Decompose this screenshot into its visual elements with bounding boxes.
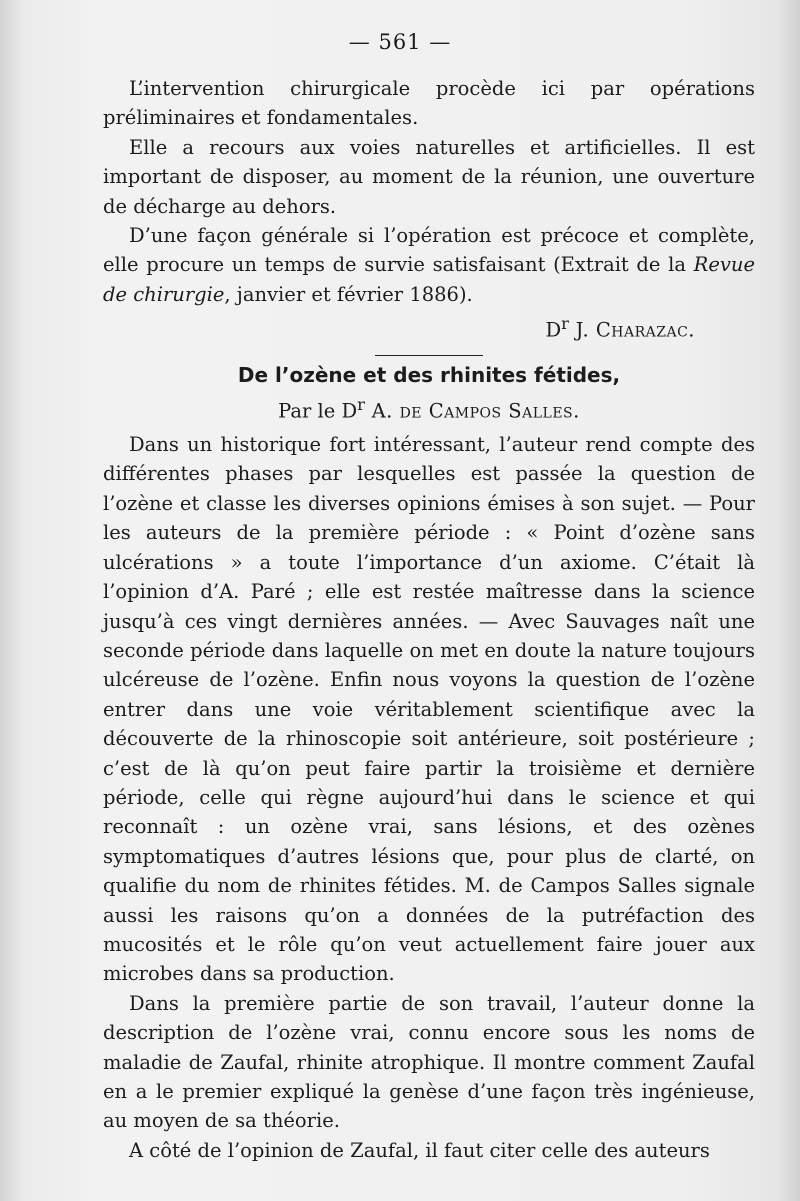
conclusion-text-start: D’une façon générale si l’opération est précoce et complète, elle procure un temps de survie satisfaisant (Extrait de la [103, 224, 755, 277]
journal-title: Revue de chirurgie [103, 253, 755, 306]
article-title: De l’ozène et des rhinites fétides, [237, 363, 621, 388]
section-divider [375, 355, 483, 356]
paragraph-conclusion [103, 221, 755, 309]
article-byline [103, 390, 755, 426]
byline-superscript: r [357, 395, 365, 415]
paragraph-premiere-partie: Dans la première partie de son travail, l’auteur donne la description de l’ozène vrai, connu encore sous les noms de maladie de Zaufal, rhinite atrophique. Il montre comment Zaufal en a le premier expliqué la genèse d’une façon très ingénieuse, au moyen de sa théorie. [103, 991, 755, 1133]
page-number: — 561 — [348, 30, 452, 54]
paragraph-voies: Elle a recours aux voies naturelles et artificielles. Il est important de disposer, au moment de la réunion, une ouverture de décharge au dehors. [103, 135, 755, 218]
paragraph-zaufal: A côté de l’opinion de Zaufal, il faut citer celle des auteurs [129, 1138, 710, 1162]
text-block [103, 74, 755, 1165]
signature-name: J. Charazac. [568, 318, 695, 342]
signature-prefix: D [545, 318, 562, 342]
signature [103, 309, 755, 345]
conclusion-text-end: , janvier et février 1886). [224, 282, 473, 306]
signature-superscript: r [561, 314, 569, 334]
paragraph-historique: Dans un historique fort intéressant, l’auteur rend compte des différentes phases par lesquelles est passée la question de l’ozène et classe les diverses opinions émises à son sujet. — Pour les auteurs de la première période : « Point d’ozène sans ulcérations » a toute l’importance d’un axiome. C’était là l’opinion d’A. Paré ; elle est restée maîtresse dans la science jusqu’à ces vingt dernières années. — Avec Sauvages naît une seconde période dans laquelle on met en doute la nature toujours ulcéreuse de l’ozène. Enfin nous voyons la question de l’ozène entrer dans une voie véritablement scientifique avec la découverte de la rhinoscopie soit antérieure, soit postérieure ; c’est de là qu’on peut faire partir la troisième et dernière période, celle qui règne aujourd’hui dans le science et qui reconnaît : un ozène vrai, sans lésions, et des ozènes symptomatiques d’autres lésions que, pour plus de clarté, on qualifie du nom de rhinites fétides. M. de Campos Salles signale aussi les raisons qu’on a données de la putréfaction des mucosités et le rôle qu’on veut actuellement faire jouer aux microbes dans sa production. [103, 433, 755, 986]
byline-author: A. de Campos Salles. [364, 399, 580, 423]
paragraph-intervention: L’intervention chirurgicale procède ici par opérations préliminaires et fondamentales. [103, 77, 755, 130]
byline-prefix: Par le D [278, 399, 358, 423]
